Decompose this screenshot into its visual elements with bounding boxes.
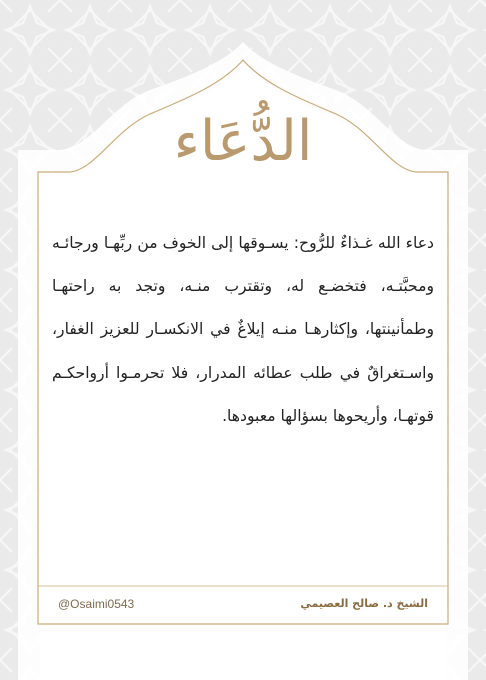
supplication-text: دعاء الله غـذاءٌ للرُّوح: يسـوقها إلى الخوف من ربِّهـا ورجائـه ومحبَّتـه، فتخضـع له، وتقترب منـه، وتجد به راحتهـا وطمأنينتها، وإكثارهـا منـه إيلاغٌ في الانكسـار للعزيز الغفار، واسـتغراقٌ في طلب عطائه المدرار، فلا تحرمـوا أرواحكـم قوتهـا، وأريحوها بسؤالها معبودها.: [52, 234, 434, 425]
page-title: الدُّعَاء: [173, 109, 313, 174]
social-handle: @Osaimi0543: [58, 597, 135, 611]
author-name: الشيخ د. صالح العصيمي: [300, 597, 428, 610]
